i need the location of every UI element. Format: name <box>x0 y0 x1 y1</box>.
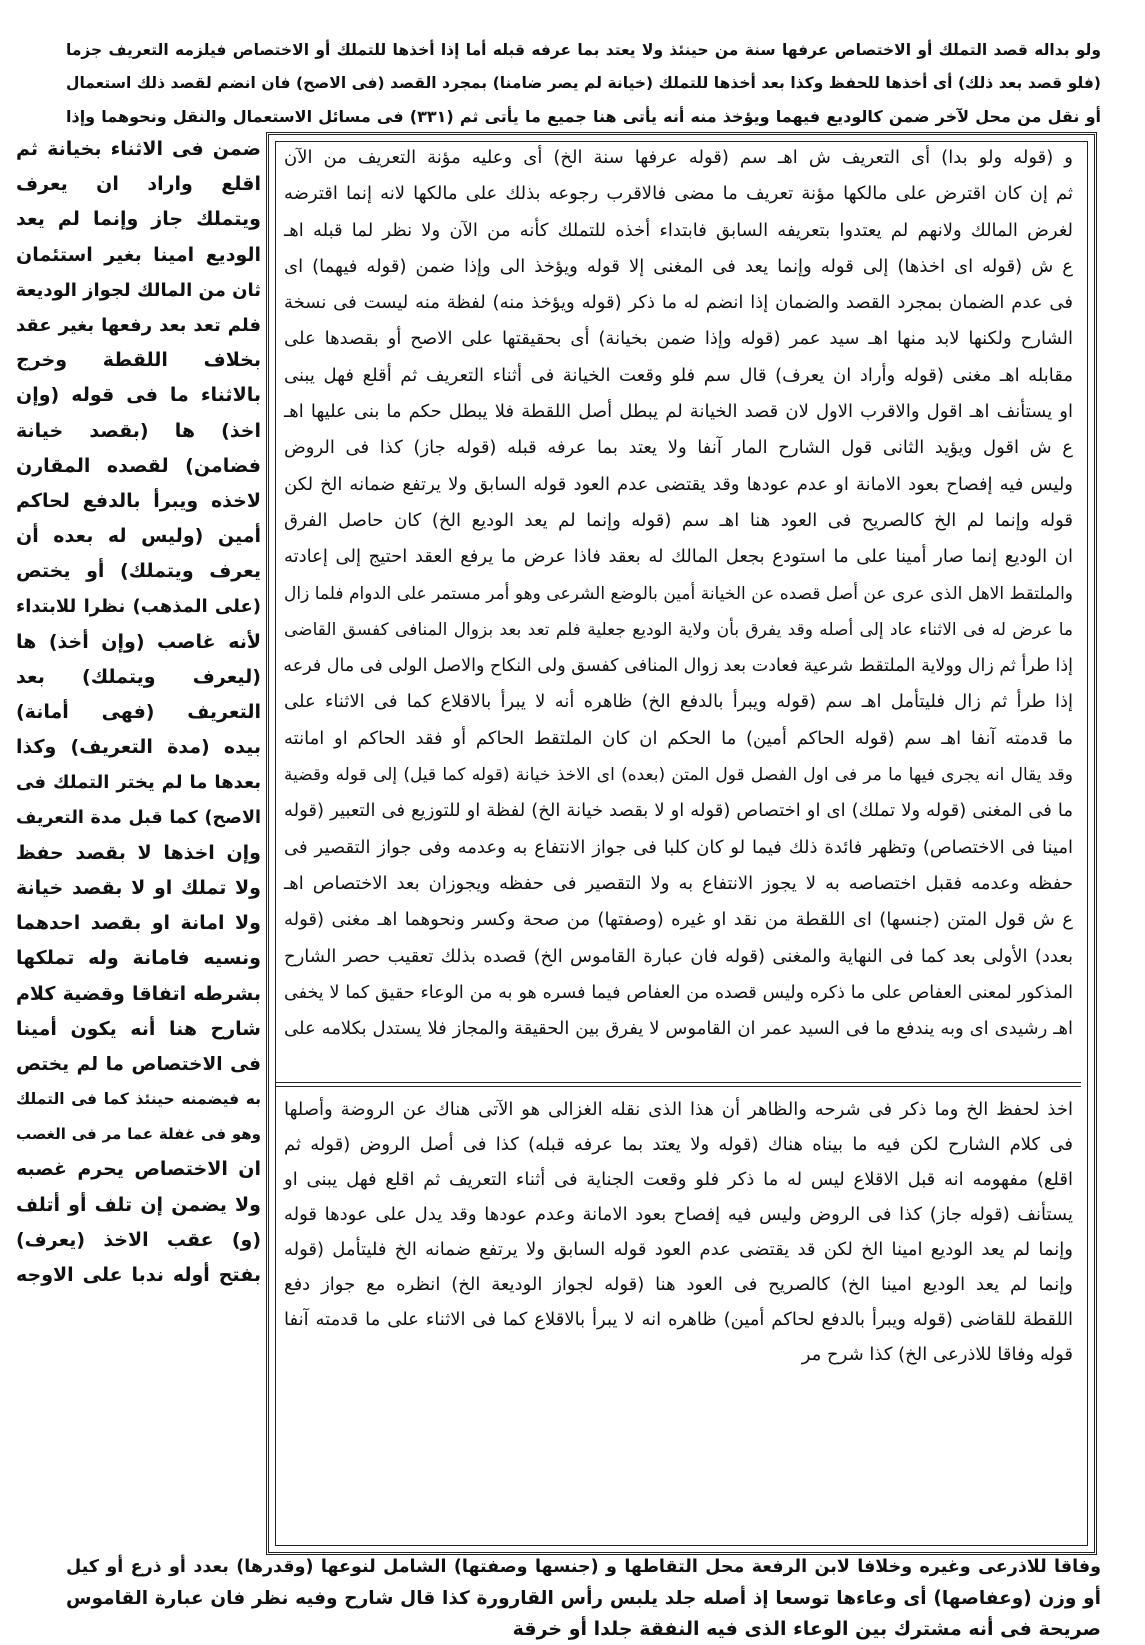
text-line: قوله وإنما لم الخ كالصريح فى العود هنا اهـ سم (قوله وإنما لم يعد الوديع الخ) كان حاصل الفرق <box>284 509 1073 531</box>
text-line: مقابله اهـ مغنى (قوله وأراد ان يعرف) قال سم فلو وقعت الخيانة فى أثناء التعريف ثم أقلع فهل يبنى <box>284 364 1073 386</box>
text-line: إذا طرأ ثم زال فليتأمل اهـ سم (قوله ويبرأ بالدفع الخ) ظاهره أنه لا يبرأ بالاقلاع كما فى الاثناء على <box>284 691 1073 713</box>
text-line: صريحة فى أنه مشترك بين الوعاء الذى فيه النفقة جلدا أو خرقة <box>512 1618 1101 1640</box>
text-line: الشارح ولكنها لابد منها اهـ سيد عمر (قوله وإذا ضمن بخيانة) أى بحقيقتها على الاصح أو بقصدها على <box>284 328 1073 350</box>
text-line: يستأنف (قوله جاز) كذا فى الروض وليس فيه إفصاح بعود الامانة وعدم عودها وقد يدل على عودها قوله <box>284 1204 1073 1225</box>
text-line: المذكور لمعنى العفاص على ما ذكره وليس قصده من العفاص فيما فسره هو به من الوعاء حقيق كما لا يخفى <box>284 982 1073 1003</box>
text-line: يعرف ويتملك) أو يختص <box>16 560 261 583</box>
text-line: امينا فى الاختصاص) وتظهر فائدة ذلك فيما لو كان كلبا فى جواز الانتفاع به وعدمه وفى جواز التقصير فى <box>284 836 1073 858</box>
text-line: وإنما لم يعد الوديع امينا الخ لكن قد يقتضى عدم العود قوله السابق ولا يرتفع ضمانه الخ فليتأمل (قوله <box>284 1239 1073 1260</box>
text-line: ان الوديع إنما صار أمينا على ما استودع بجعل المالك له بعقد فاذا عرض ما يرفع العقد احتيج إلى إعادته <box>284 546 1073 568</box>
text-line: بعدد) الأولى بعد كما فى النهاية والمغنى (قوله فان عبارة القاموس الخ) قصده بذلك تعقيب حصر الشارح <box>284 945 1073 967</box>
text-line: فى الاختصاص ما لم يختص <box>16 1053 261 1075</box>
text-line: ع ش قول المتن (جنسها) اى اللقطة من نقد او غيره (وصفتها) من صحة وكسر ونحوهما اهـ مغنى (قوله <box>284 909 1073 931</box>
text-line: (ليعرف ويتملك) بعد <box>16 665 261 688</box>
text-line: فضامن) لقصده المقارن <box>16 454 261 477</box>
text-line: و (قوله ولو بدا) أى التعريف ش اهـ سم (قوله عرفها سنة الخ) أى وعليه مؤنة التعريف من الآن <box>284 147 1073 168</box>
hashiya-lower-box <box>276 1092 1081 1542</box>
text-line: (فلو قصد بعد ذلك) أى أخذها للحفظ وكذا بعد أخذها للتملك (خيانة لم يصر ضامنا) بمجرد القصد (فى الاصح) فان انضم لقصد ذلك استعمال <box>66 74 1101 92</box>
text-line: بشرطه اتفاقا وقضية كلام <box>16 982 261 1005</box>
text-line: ان الاختصاص يحرم غصبه <box>16 1158 261 1181</box>
text-line: بيده (مدة التعريف) وكذا <box>16 736 261 759</box>
box-divider <box>276 1082 1081 1083</box>
text-line: ولا يضمن إن تلف أو أتلف <box>16 1193 261 1216</box>
text-line: إذا طرأ ثم زال وولاية الملتقط شرعية فعادت بعد زوال المنافى كفسق ولى النكاح والاصل الولى فى مال فرعه <box>283 656 1073 677</box>
text-line: فى كلام الشارح لكن فيه ما بيناه هناك (قوله ولا يعتد بما عرفه قبله) كذا فى أصل الروض (قوله ثم <box>284 1134 1073 1155</box>
bottom-matn-text <box>66 1552 1101 1645</box>
text-line: ع ش (قوله اى اخذها) إلى قوله وإنما يعد فى المغنى إلا قوله ويؤخذ الى وإذا ضمن (قوله فيهما) اى <box>284 255 1073 277</box>
text-line: ولو بداله قصد التملك أو الاختصاص عرفها سنة من حينئذ ولا يعتد بما عرفه قبله أما إذا أخذها للتملك أو الاختصاص فيلزمه التعريف جزما <box>66 41 1101 59</box>
text-line: اخذ لحفظ الخ وما ذكر فى شرحه والظاهر أن هذا الذى نقله الغزالى هو الآتى هناك عن الروضة وأصلها <box>284 1099 1073 1120</box>
box-divider <box>276 1086 1081 1087</box>
text-line: وإن اخذها لا بقصد حفظ <box>16 841 261 864</box>
text-line: به فيضمنه حينئذ كما فى التملك <box>16 1090 261 1109</box>
text-line: (على المذهب) نظرا للابتداء <box>16 596 261 618</box>
text-line: والملتقط الاهل الذى عرى عن أصل قصده عن الخيانة أمين بالوضع الشرعى وهو أمر مستمر على الدوام فلما زال <box>284 583 1073 604</box>
text-line: الاصح) كما قبل مدة التعريف <box>16 807 261 828</box>
text-line: الوديع امينا بغير استئمان <box>16 243 261 266</box>
text-line: بخلاف اللقطة وخرج <box>16 349 261 372</box>
text-line: بفتح أوله ندبا على الاوجه <box>16 1264 261 1286</box>
text-line: ع ش اقول ويؤيد الثانى قول الشارح المار آنفا ولا يعتد بما عرفه قبله (قوله جاز) كذا فى الروض <box>284 437 1073 459</box>
text-line: (و) عقب الاخذ (يعرف) <box>16 1228 261 1251</box>
text-line: لأنه غاصب (وإن أخذ) ها <box>16 630 261 653</box>
text-line: وإنما لم يعد الوديع امينا الخ) كالصريح فى العود هنا (قوله لجواز الوديعة الخ) انظره مع جواز دفع <box>284 1274 1073 1295</box>
text-line: اللقطة للقاضى (قوله ويبرأ بالدفع لحاكم أمين) ظاهره انه لا يبرأ بالاقلاع كما فى الاثناء على ما قدمته آنفا <box>284 1309 1073 1330</box>
text-line: شارح هنا أنه يكون أمينا <box>16 1017 261 1040</box>
text-line: ثم إن كان اقترض على مالكها مؤنة تعريف ما مضى فالاقرب رجوعه بذلك على مالكها لانه إنما اقترضه <box>284 183 1073 205</box>
text-line: اخذ) ها (بقصد خيانة <box>16 419 261 442</box>
text-line: ولا امانة او بقصد احدهما <box>16 912 261 935</box>
text-line: ثان من المالك لجواز الوديعة <box>16 279 261 301</box>
text-line: ونسيه فامانة وله تملكها <box>16 947 261 970</box>
text-line: ضمن فى الاثناء بخيانة ثم <box>16 138 261 160</box>
text-line: قوله وفاقا للاذرعى الخ) كذا شرح مر <box>801 1344 1073 1365</box>
text-line: أو نقل من محل لآخر ضمن كالوديع فيهما ويؤخذ منه أنه يأتى هنا جميع ما يأتى ثم (٣٣١) فى مسائل الاستعمال والنقل ونحوهما وإذا <box>66 107 1101 126</box>
hashiya-upper-box <box>276 140 1081 1080</box>
text-line: ولا تملك او لا بقصد خيانة <box>16 876 261 899</box>
text-line: فلم تعد بعد رفعها بغير عقد <box>16 314 261 336</box>
text-line: وفاقا للاذرعى وغيره وخلافا لابن الرفعة محل التقاطها و (جنسها وصفتها) الشامل لنوعها (وقدرها) بعدد أو ذرع أو كيل <box>66 1557 1101 1577</box>
text-line: أمين (وليس له بعده أن <box>16 525 261 548</box>
text-line: التعريف (فهى أمانة) <box>16 701 261 723</box>
matn-side-column <box>16 132 261 1552</box>
text-line: اهـ رشيدى اى وبه يندفع ما فى السيد عمر ان القاموس لا يفرق بين الحقيقة والمجاز فلا يستدل بكلامه على <box>284 1018 1073 1040</box>
text-line: ما قدمته آنفا اهـ سم (قوله الحاكم أمين) ما الحكم ان كان الملتقط الحاكم أو فقد الحاكم او امانته <box>284 727 1073 749</box>
text-line: أو وزن (وعفاصها) أى وعاءها توسعا إذ أصله جلد يلبس رأس القارورة كذا قال شارح وفيه نظر فان عبارة القاموس <box>66 1588 1101 1609</box>
text-line: ويتملك جاز وإنما لم يعد <box>16 208 261 231</box>
text-line: اقلع) مفهومه انه قبل الاقلاع ليس له ما ذكر فلو وقعت الجناية فى أثناء التعريف ثم اقلع فهل يبنى او <box>284 1169 1073 1190</box>
text-line: حفظه وعدمه فقبل اختصاصه به لا يجوز الانتفاع به ولا التقصير فى حفظه ويجوزان بعد الاختصاص اهـ <box>284 872 1073 894</box>
text-line: بالاثناء ما فى قوله (وإن <box>16 384 261 407</box>
top-matn-text <box>66 34 1101 133</box>
text-line: لغرض المالك ولانهم لم يعتدوا بتعريفه السابق فابتداء أخذه للتملك كأنه من الآن ولا نظر لما قبله اهـ <box>284 219 1073 241</box>
text-line: او يستأنف اهـ اقول والاقرب الاول لان قصد الخيانة لم يبطل أصل اللقطة فلا يبطل حكم ما بنى عليها اهـ <box>284 401 1073 423</box>
text-line: وقد يقال انه يجرى فيها ما مر فى اول الفصل قول المتن (بعده) اى الاخذ خيانة (قوله كما قيل) إلى قوله وقضية <box>284 765 1073 786</box>
text-line: فى عدم الضمان بمجرد القصد والضمان إذا انضم له ما ذكر (قوله ويؤخذ منه) لفظة منه ليست فى نسخة <box>284 292 1073 314</box>
text-line: ما فى المغنى (قوله ولا تملك) اى او اختصاص (قوله او لا بقصد خيانة الخ) لفظة او للتوزيع فى التعبير (قوله <box>284 800 1073 822</box>
text-line: اقلع واراد ان يعرف <box>16 173 261 196</box>
text-line: بعدها ما لم يختر التملك فى <box>16 772 261 794</box>
text-line: لاخذه ويبرأ بالدفع لحاكم <box>16 489 261 512</box>
text-line: وهو فى غفلة عما مر فى الغصب <box>16 1125 261 1144</box>
text-line: وليس فيه إفصاح بعود الامانة او عدم عودها وقد يقتضى عدم العود قوله السابق ولا يرتفع ضمانه الخ لكن <box>284 473 1073 495</box>
text-line: ما عرض له فى الاثناء عاد إلى أصله وقد يفرق بأن ولاية الوديع جعلية فلم تعد بعد بزوال المنافى كفسق القاضى <box>284 619 1073 640</box>
